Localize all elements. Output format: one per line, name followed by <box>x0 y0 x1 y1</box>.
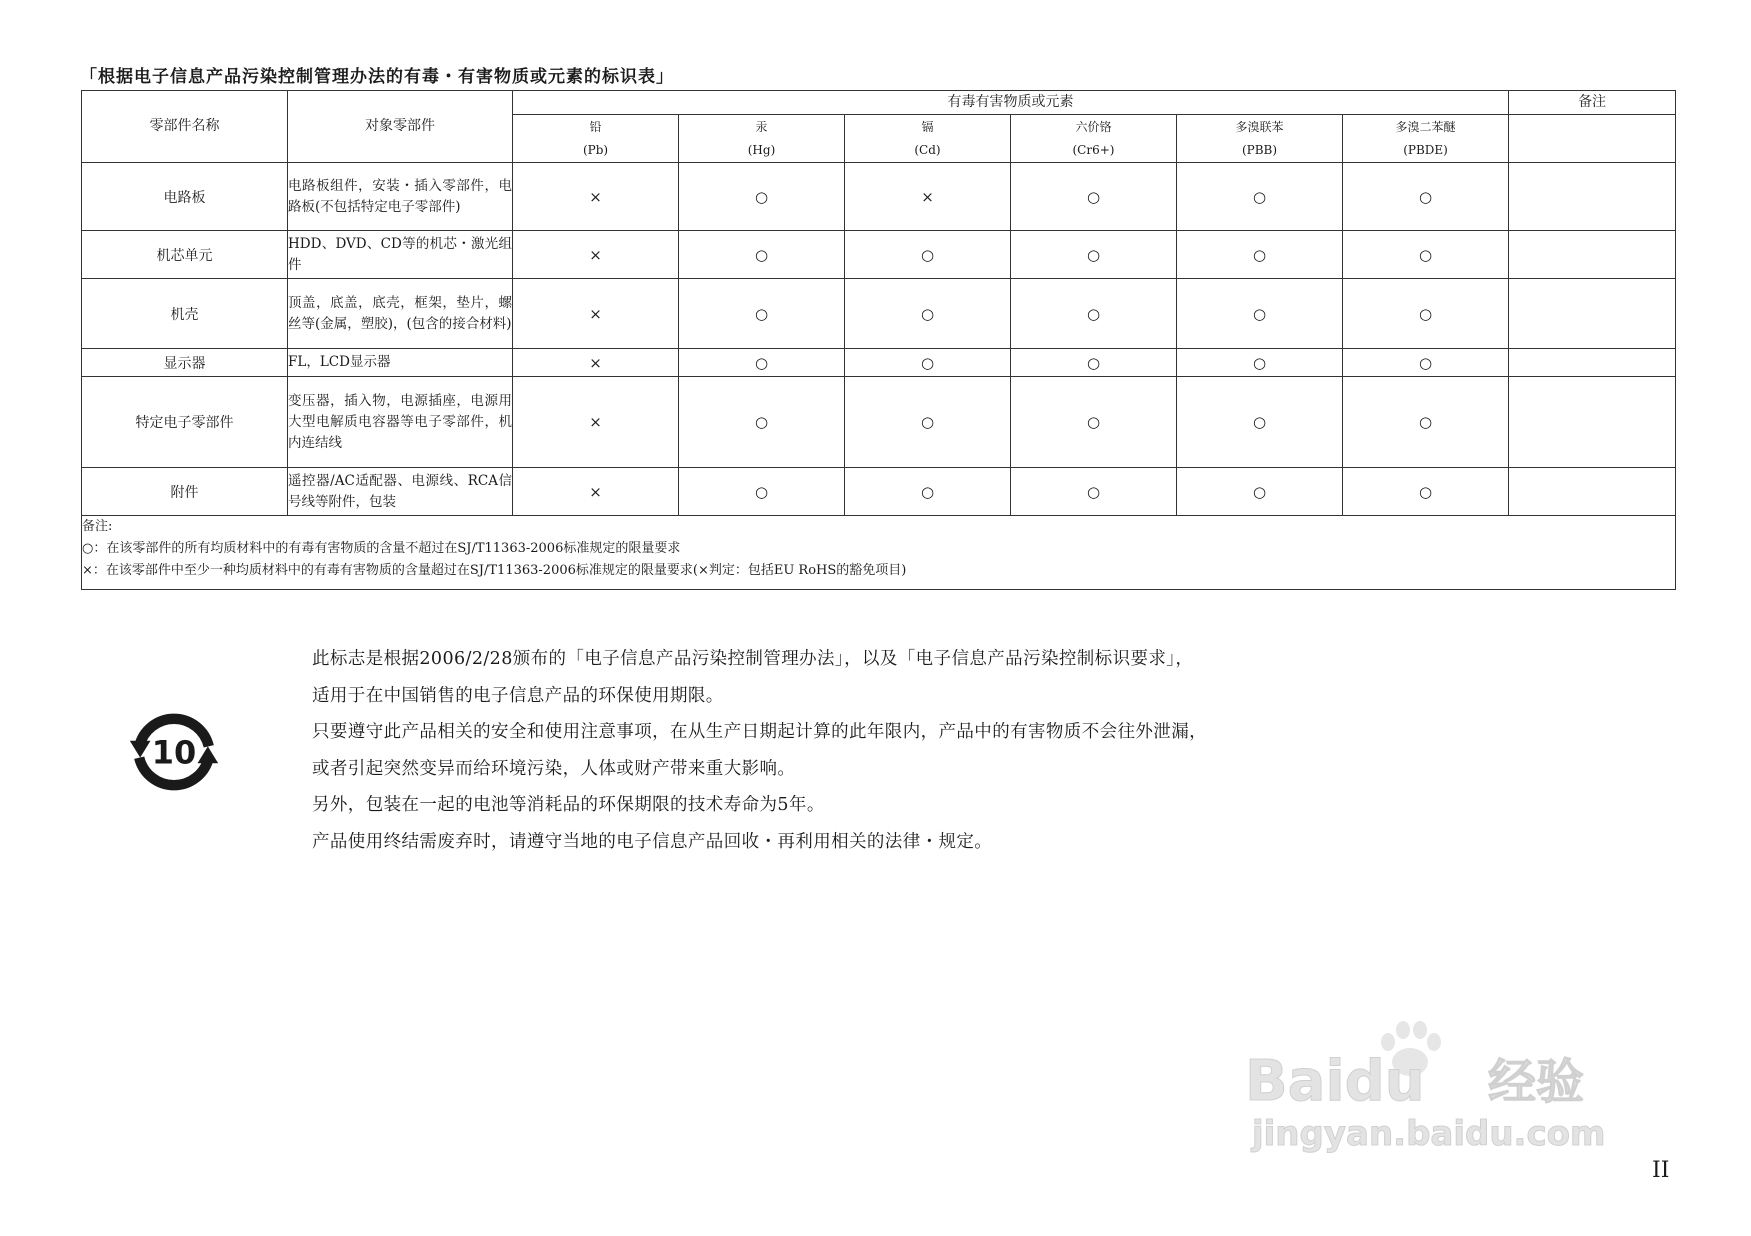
mark-cr6: ○ <box>1011 377 1177 468</box>
remark-cell <box>1509 231 1676 279</box>
mark-pbde: ○ <box>1343 279 1509 349</box>
mark-hg: ○ <box>679 468 845 516</box>
description-line: 或者引起突然变异而给环境污染，人体或财产带来重大影响。 <box>312 758 796 779</box>
note-circle-definition: ○：在该零部件的所有均质材料中的有毒有害物质的含量不超过在SJ/T11363-2006标准规定的限量要求 <box>82 541 681 556</box>
part-name: 附件 <box>82 468 288 516</box>
header-target-part: 对象零部件 <box>288 91 513 163</box>
substance-name: 镉 <box>921 119 934 134</box>
substance-header-4 <box>1177 115 1343 163</box>
mark-hg: ○ <box>679 377 845 468</box>
mark-pbb: ○ <box>1177 377 1343 468</box>
part-name: 机壳 <box>82 279 288 349</box>
substance-header-3 <box>1011 115 1177 163</box>
baidu-jingyan-watermark <box>1240 980 1640 1160</box>
watermark-url: jingyan.baidu.com <box>1252 1114 1606 1154</box>
substance-name: 汞 <box>755 119 768 134</box>
table-row <box>82 231 1676 279</box>
remark-cell <box>1509 279 1676 349</box>
mark-cr6: ○ <box>1011 163 1177 231</box>
substance-header-0 <box>513 115 679 163</box>
mark-pbde: ○ <box>1343 468 1509 516</box>
mark-pbb: ○ <box>1177 279 1343 349</box>
mark-cr6: ○ <box>1011 349 1177 377</box>
mark-pb: × <box>513 468 679 516</box>
mark-pbb: ○ <box>1177 468 1343 516</box>
remark-header-empty <box>1509 115 1676 163</box>
target-part: FL，LCD显示器 <box>288 349 513 377</box>
substance-name: 多溴联苯 <box>1235 119 1284 134</box>
mark-cd: ○ <box>845 377 1011 468</box>
mark-pb: × <box>513 377 679 468</box>
substance-symbol: (Cd) <box>914 142 941 157</box>
substance-name: 多溴二苯醚 <box>1395 119 1456 134</box>
mark-cd: ○ <box>845 231 1011 279</box>
logo-number: 10 <box>151 733 197 772</box>
part-name: 特定电子零部件 <box>82 377 288 468</box>
mark-pb: × <box>513 279 679 349</box>
mark-pbde: ○ <box>1343 377 1509 468</box>
part-name: 显示器 <box>82 349 288 377</box>
logo-description <box>312 641 1412 860</box>
description-line: 只要遵守此产品相关的安全和使用注意事项，在从生产日期起计算的此年限内，产品中的有害物质不会往外泄漏， <box>312 722 1207 742</box>
header-part-name: 零部件名称 <box>82 91 288 163</box>
mark-cr6: ○ <box>1011 231 1177 279</box>
mark-hg: ○ <box>679 231 845 279</box>
notes-row <box>82 516 1676 590</box>
mark-hg: ○ <box>679 163 845 231</box>
mark-cd: × <box>845 163 1011 231</box>
substance-symbol: (PBB) <box>1241 142 1278 157</box>
target-part: HDD、DVD、CD等的机芯・激光组件 <box>288 231 513 279</box>
mark-pb: × <box>513 231 679 279</box>
table-row <box>82 377 1676 468</box>
mark-hg: ○ <box>679 279 845 349</box>
description-line: 适用于在中国销售的电子信息产品的环保使用期限。 <box>312 685 724 706</box>
target-part: 电路板组件，安装・插入零部件，电路板(不包括特定电子零部件) <box>288 163 513 231</box>
environment-protection-use-period-icon <box>127 705 221 799</box>
substance-symbol: (Hg) <box>747 142 776 157</box>
target-part: 变压器，插入物，电源插座，电源用大型电解质电容器等电子零部件，机内连结线 <box>288 377 513 468</box>
mark-pbb: ○ <box>1177 231 1343 279</box>
header-remark: 备注 <box>1509 91 1676 115</box>
remark-cell <box>1509 349 1676 377</box>
table-row <box>82 349 1676 377</box>
remark-cell <box>1509 377 1676 468</box>
table-row <box>82 279 1676 349</box>
substance-symbol: (Pb) <box>582 142 609 157</box>
remark-cell <box>1509 163 1676 231</box>
document-title: 「根据电子信息产品污染控制管理办法的有毒・有害物质或元素的标识表」 <box>80 67 674 87</box>
mark-pbde: ○ <box>1343 163 1509 231</box>
mark-pb: × <box>513 163 679 231</box>
substance-symbol: (PBDE) <box>1403 142 1448 157</box>
substance-name: 六价铬 <box>1075 119 1112 134</box>
mark-cr6: ○ <box>1011 279 1177 349</box>
notes-heading: 备注: <box>82 519 113 534</box>
target-part: 遥控器/AC适配器、电源线、RCA信号线等附件，包装 <box>288 468 513 516</box>
mark-cd: ○ <box>845 349 1011 377</box>
substance-symbol: (Cr6+) <box>1072 142 1115 157</box>
watermark-brand-cn: 经验 <box>1488 1054 1585 1110</box>
mark-cr6: ○ <box>1011 468 1177 516</box>
header-substance-group: 有毒有害物质或元素 <box>513 91 1509 115</box>
substance-header-1 <box>679 115 845 163</box>
mark-hg: ○ <box>679 349 845 377</box>
mark-pbde: ○ <box>1343 231 1509 279</box>
substance-header-2 <box>845 115 1011 163</box>
table-row <box>82 468 1676 516</box>
substance-name: 铅 <box>589 119 602 134</box>
description-line: 产品使用终结需废弃时，请遵守当地的电子信息产品回收・再利用相关的法律・规定。 <box>312 831 993 852</box>
description-line: 另外，包装在一起的电池等消耗品的环保期限的技术寿命为5年。 <box>312 795 825 815</box>
mark-pbb: ○ <box>1177 349 1343 377</box>
page-number: II <box>1652 1158 1670 1183</box>
note-cross-definition: ×：在该零部件中至少一种均质材料中的有毒有害物质的含量超过在SJ/T11363-2006标准规定的限量要求(×判定：包括EU RoHS的豁免项目) <box>82 563 907 578</box>
part-name: 机芯单元 <box>82 231 288 279</box>
watermark-brand: Baidu <box>1245 1049 1425 1114</box>
mark-pbb: ○ <box>1177 163 1343 231</box>
hazardous-substance-table <box>81 90 1676 590</box>
mark-cd: ○ <box>845 279 1011 349</box>
table-notes <box>82 516 1676 590</box>
substance-header-5 <box>1343 115 1509 163</box>
description-line: 此标志是根据2006/2/28颁布的「电子信息产品污染控制管理办法」，以及「电子信息产品污染控制标识要求」， <box>312 649 1194 669</box>
part-name: 电路板 <box>82 163 288 231</box>
mark-cd: ○ <box>845 468 1011 516</box>
target-part: 顶盖，底盖，底壳，框架，垫片，螺丝等(金属，塑胶)，(包含的接合材料) <box>288 279 513 349</box>
remark-cell <box>1509 468 1676 516</box>
mark-pbde: ○ <box>1343 349 1509 377</box>
table-row <box>82 163 1676 231</box>
mark-pb: × <box>513 349 679 377</box>
